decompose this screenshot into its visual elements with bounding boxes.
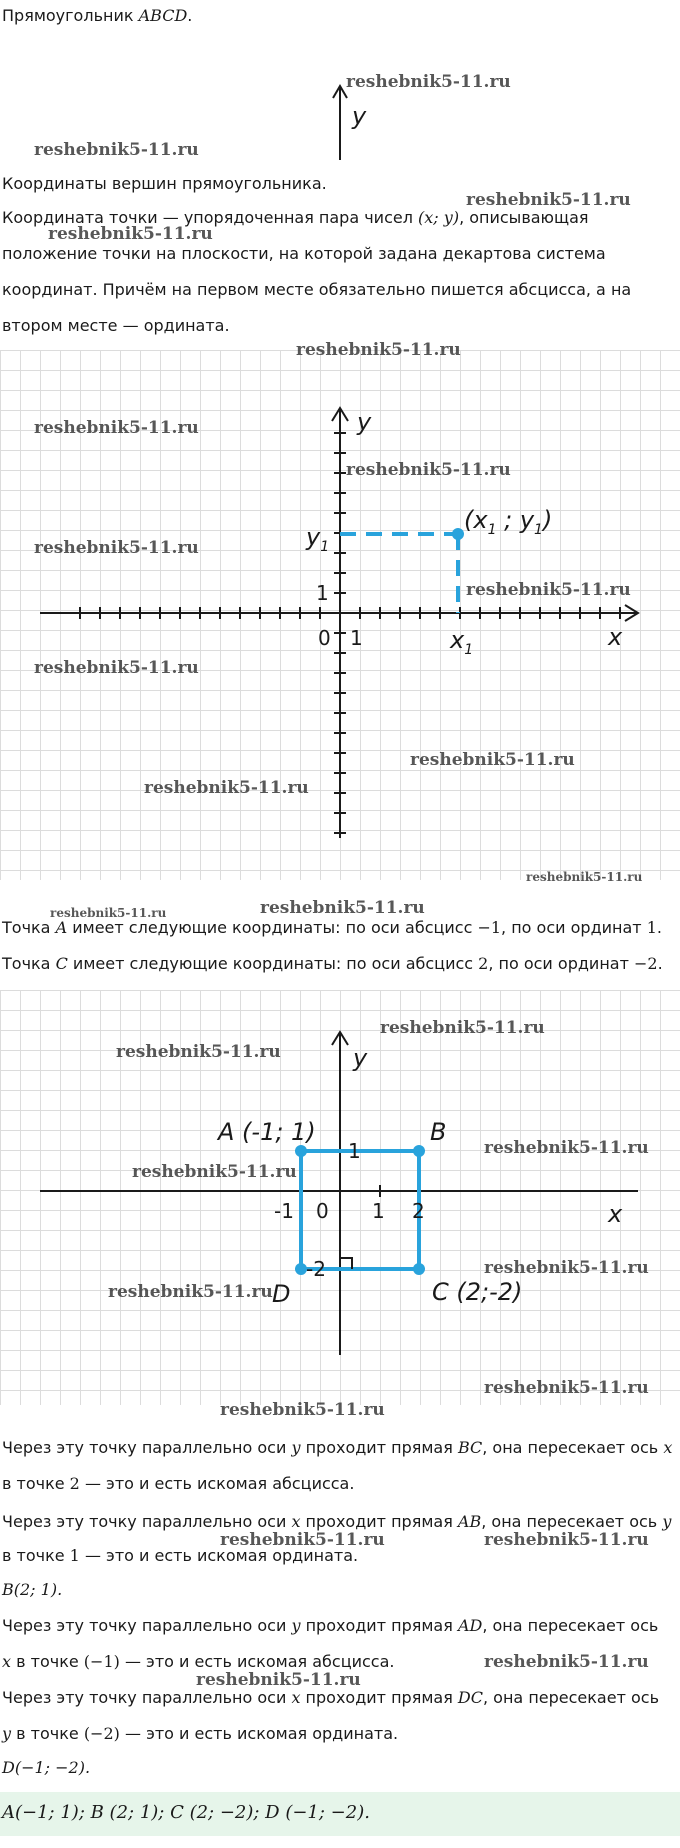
graph-1-zero: 0 — [318, 626, 331, 650]
graph-1-y-label: y — [357, 408, 372, 436]
watermark: reshebnik5-11.ru — [410, 750, 575, 770]
tick-label-y-1: 1 — [348, 1139, 361, 1163]
tick-label-y-m2: -2 — [306, 1257, 326, 1281]
watermark: reshebnik5-11.ru — [108, 1282, 273, 1302]
vertex-b — [413, 1145, 425, 1157]
watermark: reshebnik5-11.ru — [34, 538, 199, 558]
watermark: reshebnik5-11.ru — [144, 778, 309, 798]
step-1-line-1: Через эту точку параллельно оси y проходит прямая BC, она пересекает ось x — [2, 1438, 673, 1457]
watermark: reshebnik5-11.ru — [346, 460, 511, 480]
watermark: reshebnik5-11.ru — [466, 190, 631, 210]
result-b: B(2; 1). — [2, 1580, 63, 1599]
step-4-line-1: Через эту точку параллельно оси x проходит прямая DC, она пересекает ось — [2, 1688, 659, 1707]
tick-label-x-m1: -1 — [274, 1199, 294, 1223]
watermark: reshebnik5-11.ru — [260, 898, 425, 918]
watermark: reshebnik5-11.ru — [484, 1378, 649, 1398]
definition-line-2: положение точки на плоскости, на которой задана декартова система — [2, 244, 606, 263]
result-d: D(−1; −2). — [2, 1758, 91, 1777]
watermark: reshebnik5-11.ru — [196, 1670, 361, 1690]
definition-line-1: Координата точки — упорядоченная пара чисел (x; y), описывающая — [2, 208, 589, 227]
watermark: reshebnik5-11.ru — [484, 1138, 649, 1158]
point-a-text: Точка A имеет следующие координаты: по оси абсцисс −1, по оси ординат 1. — [2, 918, 662, 937]
watermark: reshebnik5-11.ru — [116, 1042, 281, 1062]
point-c-text: Точка C имеет следующие координаты: по оси абсцисс 2, по оси ординат −2. — [2, 954, 663, 973]
watermark: reshebnik5-11.ru — [34, 658, 199, 678]
definition-line-3: координат. Причём на первом месте обязательно пишется абсцисса, а на — [2, 280, 632, 299]
label-c: C (2;-2) — [432, 1278, 523, 1306]
watermark: reshebnik5-11.ru — [484, 1530, 649, 1550]
svg-text:y: y — [352, 102, 367, 130]
step-3-line-2: x в точке (−1) — это и есть искомая абсцисса. — [2, 1652, 395, 1671]
tick-label-x-1: 1 — [372, 1199, 385, 1223]
step-4-line-2: y в точке (−2) — это и есть искомая ордината. — [2, 1724, 399, 1743]
watermark: reshebnik5-11.ru — [484, 1652, 649, 1672]
vertex-c — [413, 1263, 425, 1275]
graph-2-y-label: y — [353, 1044, 368, 1072]
graph-1-one-x: 1 — [350, 626, 363, 650]
graph-1-one-y: 1 — [316, 581, 329, 605]
graph-2-x-label: x — [608, 1200, 623, 1228]
watermark: reshebnik5-11.ru — [296, 340, 461, 360]
watermark: reshebnik5-11.ru — [220, 1530, 385, 1550]
label-d: D — [272, 1280, 291, 1308]
graph-1-point-label: ($x_1$ ; $y_1$) — [464, 506, 553, 538]
graph-1-x1: $x_1$ — [450, 626, 474, 658]
watermark: reshebnik5-11.ru — [526, 870, 643, 884]
label-a: A (-1; 1) — [218, 1118, 316, 1146]
watermark: reshebnik5-11.ru — [484, 1258, 649, 1278]
label-b: B — [430, 1118, 447, 1146]
definition-line-4: втором месте — ордината. — [2, 316, 230, 335]
step-1-line-2: в точке 2 — это и есть искомая абсцисса. — [2, 1474, 355, 1493]
watermark: reshebnik5-11.ru — [50, 906, 167, 920]
step-2-line-1: Через эту точку параллельно оси x проходит прямая AB, она пересекает ось y — [2, 1512, 672, 1531]
watermark: reshebnik5-11.ru — [466, 580, 631, 600]
watermark: reshebnik5-11.ru — [380, 1018, 545, 1038]
tick-label-zero: 0 — [316, 1199, 329, 1223]
step-3-line-1: Через эту точку параллельно оси y проходит прямая AD, она пересекает ось — [2, 1616, 659, 1635]
watermark: reshebnik5-11.ru — [132, 1162, 297, 1182]
watermark: reshebnik5-11.ru — [346, 72, 511, 92]
watermark: reshebnik5-11.ru — [34, 418, 199, 438]
coords-intro: Координаты вершин прямоугольника. — [2, 174, 327, 193]
watermark: reshebnik5-11.ru — [34, 140, 199, 160]
watermark: reshebnik5-11.ru — [48, 224, 213, 244]
watermark: reshebnik5-11.ru — [220, 1400, 385, 1420]
title: Прямоугольник ABCD. — [2, 6, 193, 25]
graph-1-y1: $y_1$ — [306, 523, 330, 555]
graph-1-x-label: x — [608, 623, 623, 651]
answer: A(−1; 1); B (2; 1); C (2; −2); D (−1; −2). — [2, 1802, 370, 1823]
tick-label-x-2: 2 — [412, 1199, 425, 1223]
step-2-line-2: в точке 1 — это и есть искомая ордината. — [2, 1546, 359, 1565]
vertex-a — [295, 1145, 307, 1157]
